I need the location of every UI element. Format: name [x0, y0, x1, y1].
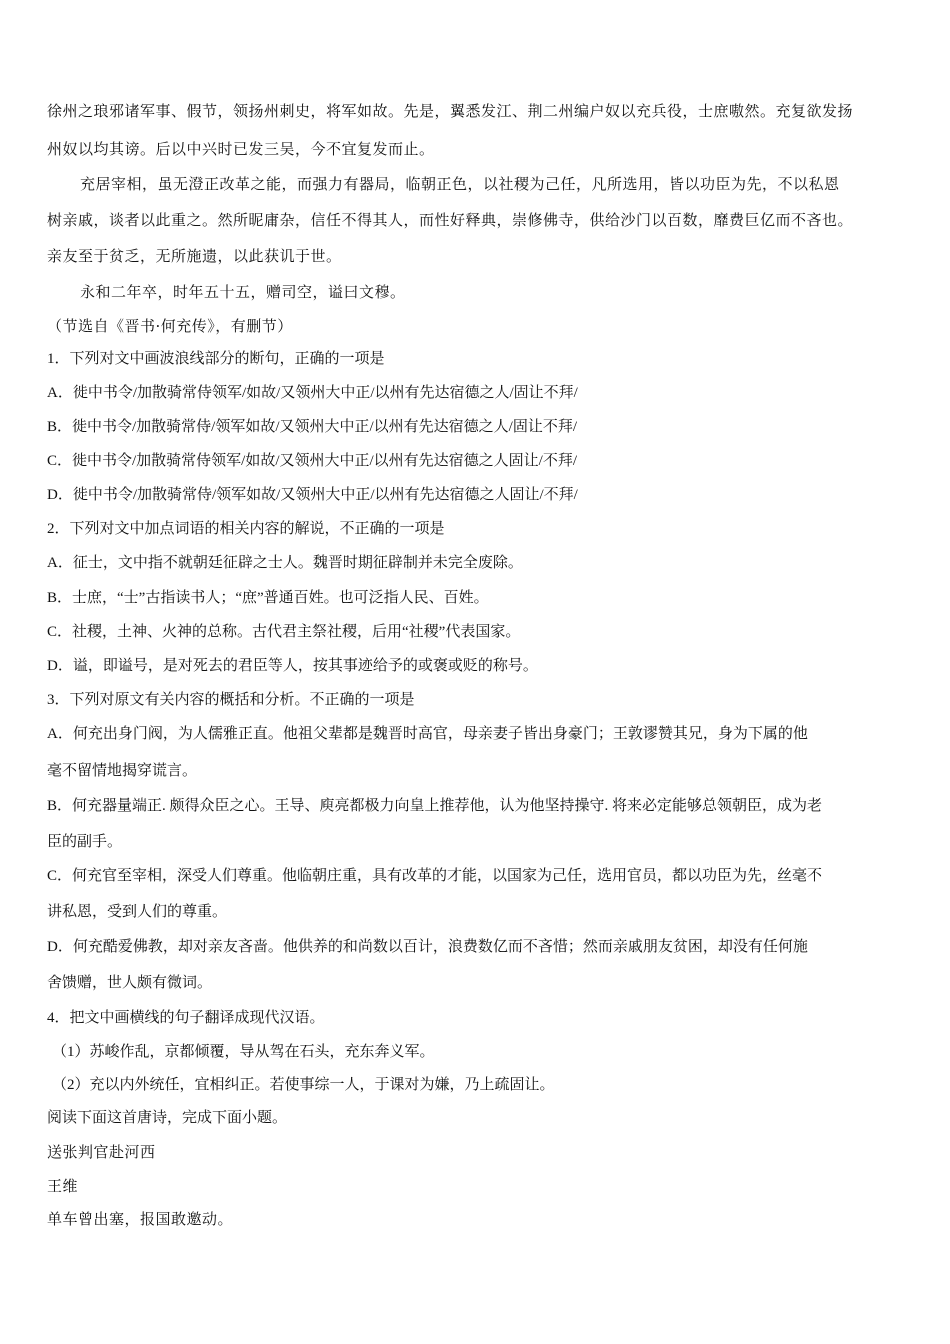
question-4-sentence-1: （1）苏峻作乱，京都倾覆，导从驾在石头，充东奔义军。: [52, 1044, 435, 1060]
passage-p1-line2: 州奴以均其谤。后以中兴时已发三吴，今不宜复发而止。: [47, 140, 435, 158]
question-1-option-c: C．徙中书令/加散骑常侍领军/如故/又领州大中正/以州有先达宿德之人固让/不拜/: [47, 453, 578, 469]
question-1-stem: 1．下列对文中画波浪线部分的断句，正确的一项是: [47, 351, 385, 367]
question-2-stem: 2．下列对文中加点词语的相关内容的解说，不正确的一项是: [47, 521, 445, 537]
passage-p2-line3: 亲友至于贫乏，无所施遗，以此获讥于世。: [47, 247, 342, 265]
passage-p3-line1: 永和二年卒，时年五十五，赠司空，谥曰文穆。: [80, 283, 406, 301]
question-1-option-a: A．徙中书令/加散骑常侍领军/如故/又领州大中正/以州有先达宿德之人/固让不拜/: [47, 385, 578, 401]
question-4-stem: 4．把文中画横线的句子翻译成现代汉语。: [47, 1010, 325, 1026]
poem-author: 王维: [47, 1177, 79, 1195]
poem-line-1: 单车曾出塞，报国敢邀动。: [47, 1210, 234, 1228]
question-3-option-c-line2: 讲私恩，受到人们的尊重。: [47, 904, 228, 920]
question-4-sentence-2: （2）充以内外统任，宜相纠正。若使事综一人，于课对为嫌，乃上疏固让。: [52, 1077, 555, 1093]
question-3-option-a-line2: 毫不留情地揭穿谎言。: [47, 763, 198, 779]
question-3-option-a-line1: A．何充出身门阀，为人儒雅正直。他祖父辈都是魏晋时高官，母亲妻子皆出身豪门；王敦谬赞其兄，身为下属的他: [47, 726, 808, 742]
question-2-option-c: C．社稷，土神、火神的总称。古代君主祭社稷，后用“社稷”代表国家。: [47, 624, 521, 640]
question-3-option-b-line2: 臣的副手。: [47, 834, 123, 850]
question-3-stem: 3．下列对原文有关内容的概括和分析。不正确的一项是: [47, 692, 415, 708]
passage-p2-line2: 树亲戚，谈者以此重之。然所昵庸杂，信任不得其人，而性好释典，崇修佛寺，供给沙门以百数，靡费巨亿而不吝也。: [47, 211, 854, 229]
poem-title: 送张判官赴河西: [47, 1143, 156, 1161]
question-3-option-b-line1: B．何充器量端正. 颇得众臣之心。王导、庾亮都极力向皇上推荐他，认为他坚持操守. 将来必定能够总领朝臣，成为老: [47, 798, 823, 814]
question-2-option-a: A．征士，文中指不就朝廷征辟之士人。魏晋时期征辟制并未完全废除。: [47, 555, 523, 571]
question-1-option-b: B．徙中书令/加散骑常侍/领军如故/又领州大中正/以州有先达宿德之人/固让不拜/: [47, 419, 578, 435]
question-1-option-d: D．徙中书令/加散骑常侍/领军如故/又领州大中正/以州有先达宿德之人固让/不拜/: [47, 487, 578, 503]
passage-p2-line1: 充居宰相，虽无澄正改革之能，而强力有器局，临朝正色，以社稷为己任，凡所选用，皆以功臣为先，不以私恩: [80, 175, 840, 193]
question-3-option-c-line1: C．何充官至宰相，深受人们尊重。他临朝庄重，具有改革的才能，以国家为己任，选用官员，都以功臣为先，丝毫不: [47, 868, 823, 884]
question-2-option-d: D．谥，即谥号，是对死去的君臣等人，按其事迹给予的或褒或贬的称号。: [47, 658, 538, 674]
question-2-option-b: B．士庶，“士”古指读书人；“庶”普通百姓。也可泛指人民、百姓。: [47, 590, 489, 606]
passage-source: （节选自《晋书·何充传》，有删节）: [47, 317, 293, 335]
question-3-option-d-line1: D．何充酷爱佛教，却对亲友吝啬。他供养的和尚数以百计，浪费数亿而不吝惜；然而亲戚朋友贫困，却没有任何施: [47, 939, 808, 955]
passage-p1-line1: 徐州之琅邪诸军事、假节，领扬州刺史，将军如故。先是，翼悉发江、荆二州编户奴以充兵役，士庶嗷然。充复欲发扬: [47, 102, 854, 120]
question-3-option-d-line2: 舍馈赠，世人颇有微词。: [47, 975, 213, 991]
poem-intro: 阅读下面这首唐诗，完成下面小题。: [47, 1110, 288, 1126]
